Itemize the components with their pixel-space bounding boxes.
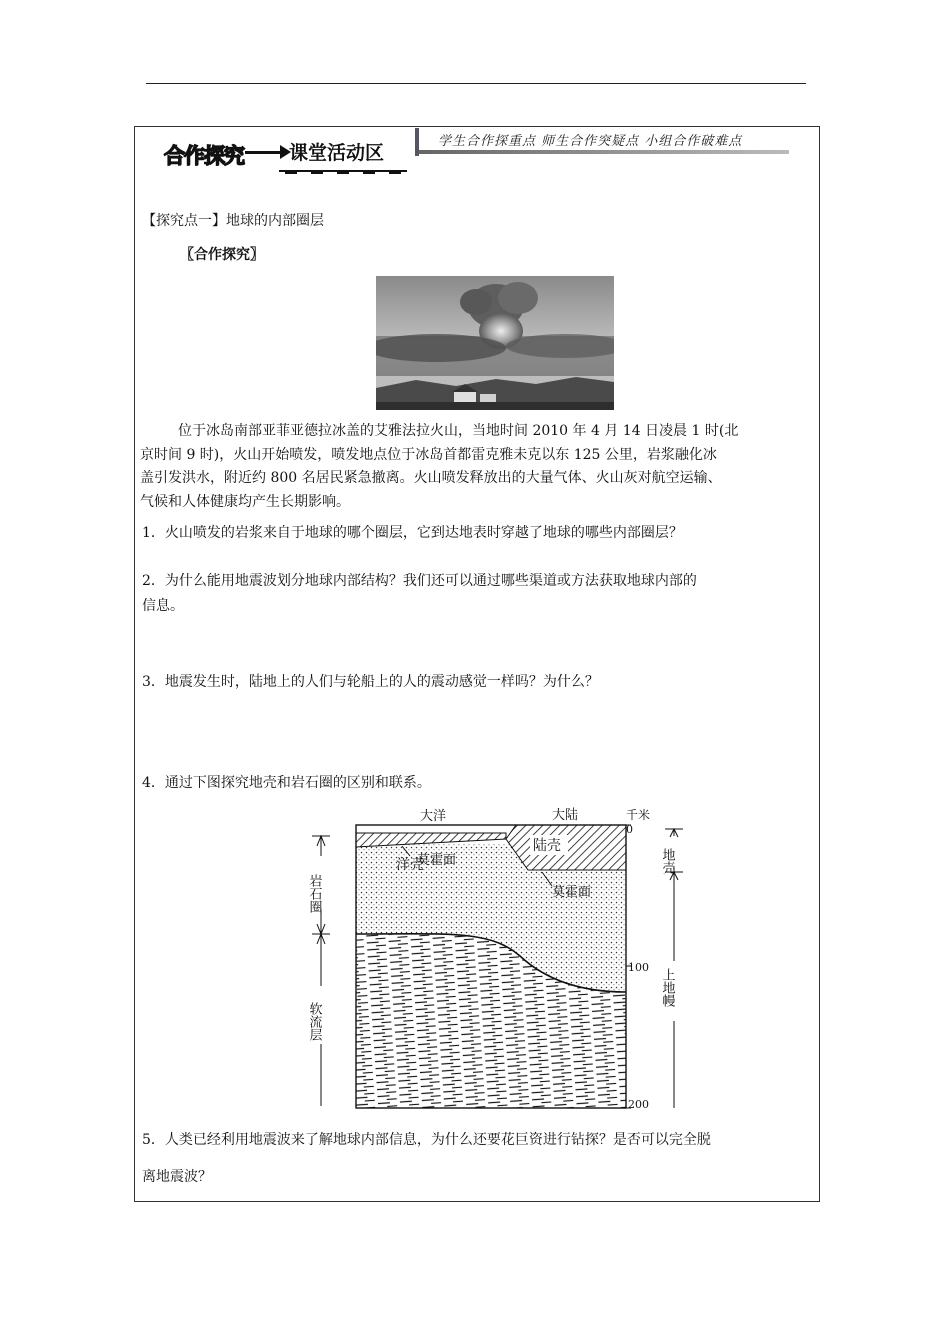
question-1: 1．火山喷发的岩浆来自于地球的哪个圈层，它到达地表时穿越了地球的哪些内部圈层？ [142, 525, 683, 541]
banner-dashes [285, 170, 405, 174]
question-4: 4．通过下图探究地壳和岩石圈的区别和联系。 [142, 775, 431, 791]
label-moho-1: 莫霍面 [417, 853, 457, 868]
label-upper-mantle: 上地幔 [659, 968, 675, 1007]
passage-line: 盖引发洪水，附近约 800 名居民紧急撤离。火山喷发释放出的大量气体、火山灰对航空运输、 [140, 470, 722, 486]
label-continent: 大陆 [552, 808, 579, 823]
question-2-line-2: 信息。 [142, 598, 184, 614]
banner-title: 课堂活动区 [289, 142, 385, 164]
section-heading: 【探究点一】地球的内部圈层 [142, 213, 324, 229]
label-moho-2: 莫霍面 [552, 885, 592, 900]
volcano-photo [376, 276, 614, 410]
lithosphere-diagram [290, 806, 690, 1111]
label-lithosphere: 岩石圈 [306, 874, 322, 913]
label-ocean: 大洋 [420, 809, 447, 824]
passage-line: 位于冰岛南部亚菲亚德拉冰盖的艾雅法拉火山，当地时间 2010 年 4 月 14 日凌晨 1 时(北 [178, 423, 739, 439]
label-continental-crust: 陆壳 [533, 838, 561, 854]
section-subheading: 〖合作探究〗 [180, 247, 264, 263]
banner-tab [279, 130, 407, 172]
passage-line: 京时间 9 时)，火山开始喷发，喷发地点位于冰岛首都雷克雅未克以东 125 公里，岩浆融化冰 [140, 446, 717, 463]
header-rule [146, 83, 806, 84]
banner-underline [419, 150, 789, 154]
passage-line: 气候和人体健康均产生长期影响。 [140, 493, 350, 510]
label-asthenosphere: 软流层 [306, 1002, 322, 1041]
question-5-line-1: 5．人类已经利用地震波来了解地球内部信息，为什么还要花巨资进行钻探？是否可以完全脱 [142, 1132, 711, 1148]
question-5-line-2: 离地震波？ [142, 1169, 212, 1185]
label-crust: 地壳 [659, 848, 675, 874]
tick-0: 0 [626, 823, 633, 836]
passage [140, 420, 818, 514]
question-3: 3．地震发生时，陆地上的人们与轮船上的人的震动感觉一样吗？为什么？ [142, 674, 599, 690]
tick-100: 100 [628, 961, 649, 974]
label-oceanic-crust: 洋壳 [396, 857, 424, 873]
section-banner [150, 128, 790, 178]
banner-logo: 合作探究 [164, 144, 244, 168]
banner-slogan: 学生合作探重点 师生合作突疑点 小组合作破难点 [438, 134, 743, 149]
question-2-line-1: 2．为什么能用地震波划分地球内部结构？我们还可以通过哪些渠道或方法获取地球内部的 [142, 573, 697, 589]
tick-200: 200 [628, 1098, 649, 1111]
label-unit: 千米 [626, 808, 651, 822]
